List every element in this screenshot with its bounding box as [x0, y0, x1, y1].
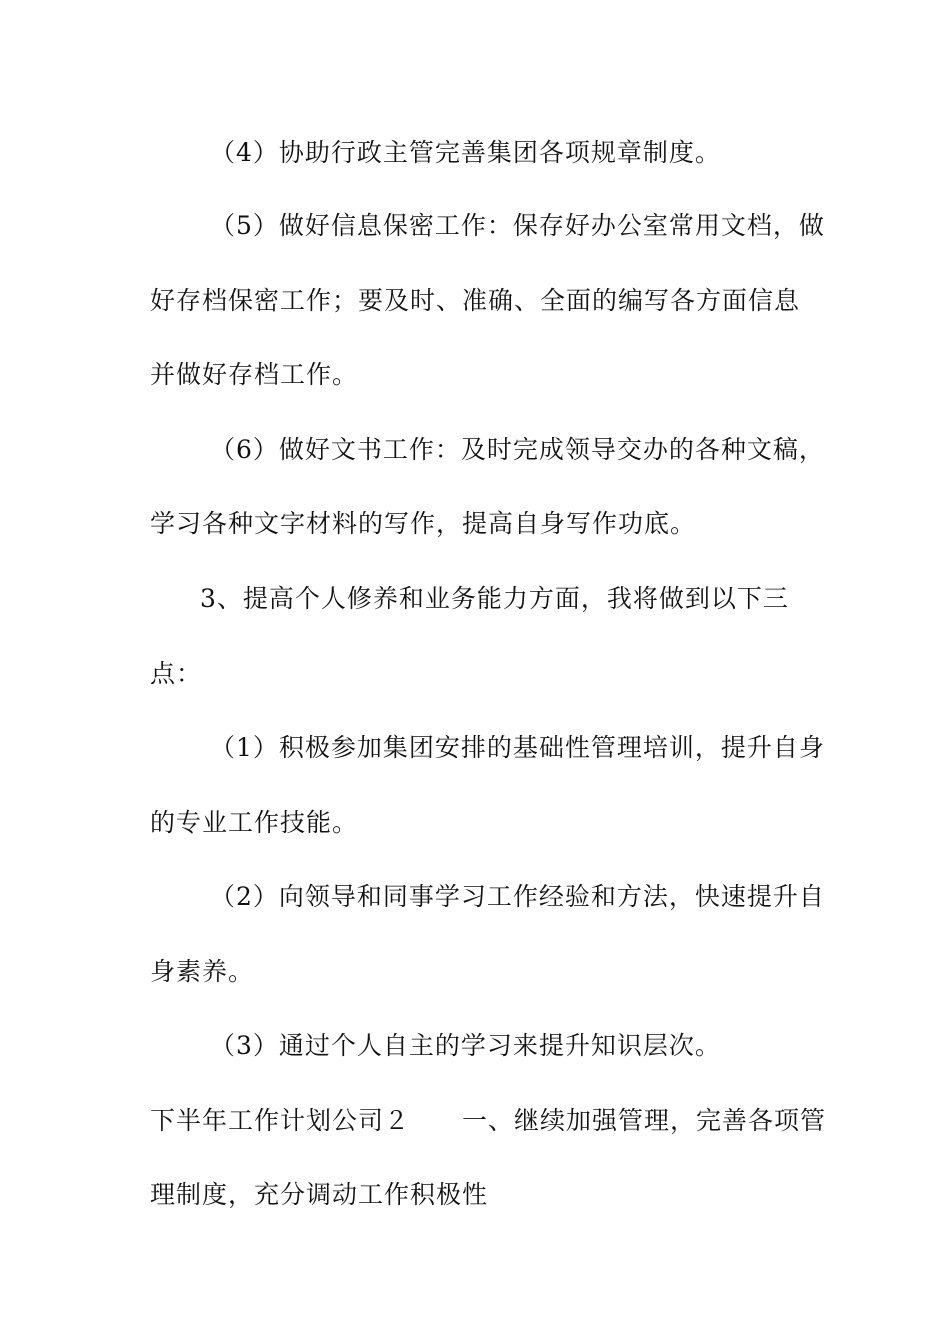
- text-line: （2）向领导和同事学习工作经验和方法，快速提升自: [210, 882, 825, 911]
- text-line: 身素养。: [150, 957, 255, 986]
- text-line: 学习各种文字材料的写作，提高自身写作功底。: [150, 509, 697, 538]
- text-line: 并做好存档工作。: [150, 360, 359, 389]
- text-line: 下半年工作计划公司２ 一、继续加强管理，完善各项管: [150, 1106, 827, 1135]
- text-line: （5）做好信息保密工作：保存好办公室常用文档，做: [210, 211, 825, 240]
- text-line: （3）通过个人自主的学习来提升知识层次。: [210, 1031, 721, 1060]
- text-line: 理制度，充分调动工作积极性: [150, 1180, 489, 1209]
- text-line: （1）积极参加集团安排的基础性管理培训，提升自身: [210, 733, 825, 762]
- text-line: （4）协助行政主管完善集团各项规章制度。: [210, 138, 721, 167]
- text-line: 点：: [150, 659, 203, 688]
- text-line: 3、提高个人修养和业务能力方面，我将做到以下三: [200, 584, 789, 613]
- text-line: （6）做好文书工作：及时完成领导交办的各种文稿，: [210, 435, 825, 464]
- text-line: 的专业工作技能。: [150, 808, 359, 837]
- text-line: 好存档保密工作；要及时、准确、全面的编写各方面信息: [150, 286, 801, 315]
